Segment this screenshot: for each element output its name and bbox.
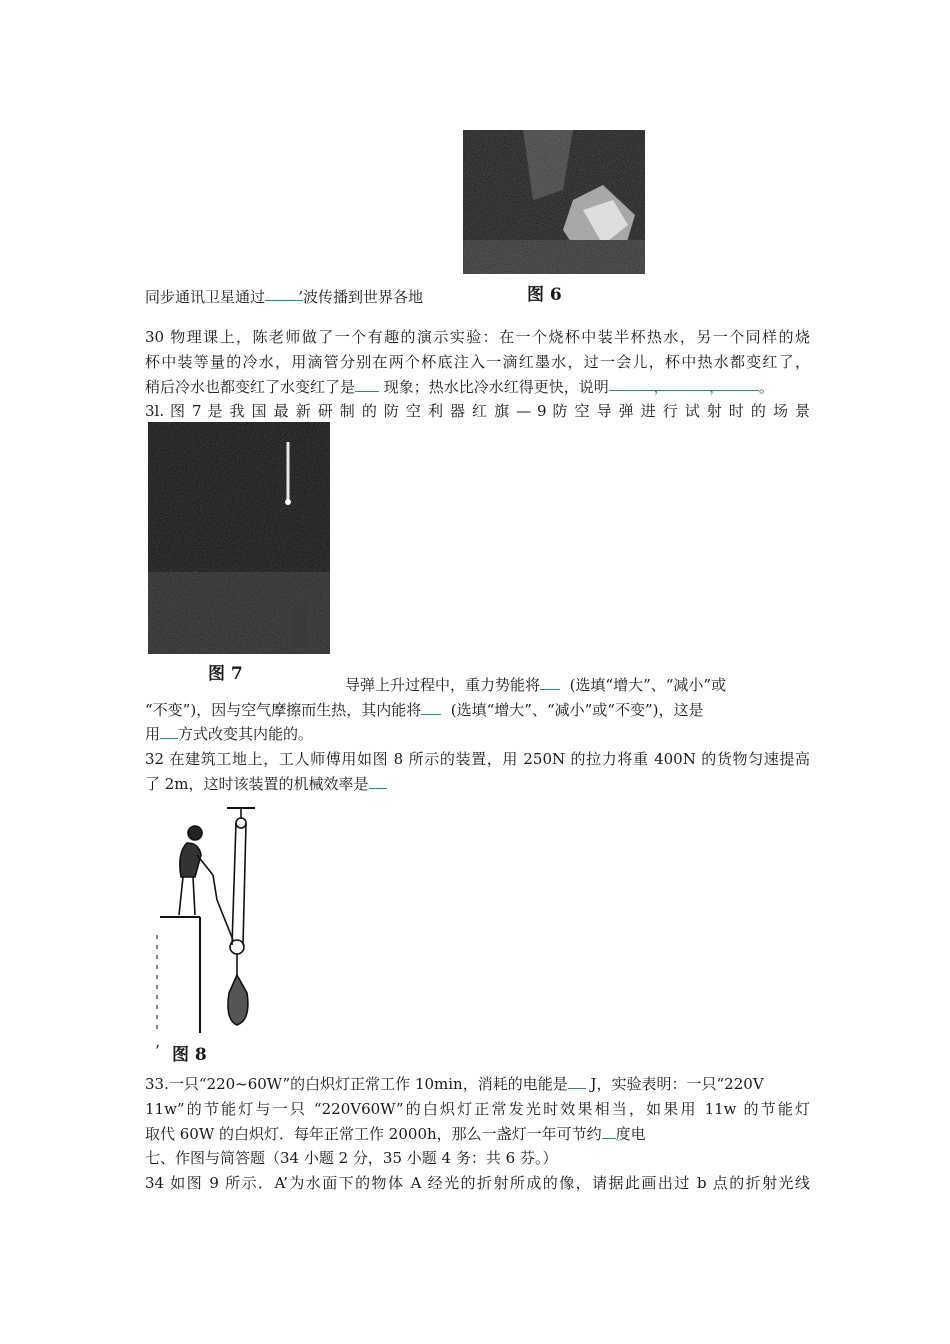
q31-blank-1[interactable] bbox=[540, 674, 560, 690]
q33-line-3: 取代 60W 的白炽灯．每年正常工作 2000h，那么一盏灯一年可节约 度电 bbox=[145, 1125, 646, 1143]
q29-line bbox=[145, 285, 810, 309]
q34-line: 34 如图 9 所示．A’为水面下的物体 A 经光的折射所成的像，请据此画出过 b 点的折射光线 bbox=[145, 1174, 810, 1192]
figure-6-photo bbox=[463, 130, 645, 274]
figure-7-caption: 图 7 bbox=[208, 664, 243, 684]
q33-blank-1[interactable] bbox=[568, 1073, 586, 1089]
figure-6-caption: 图 6 bbox=[527, 285, 562, 305]
q32-line-2: 了 2m，这时该装置的机械效率是 bbox=[145, 772, 810, 796]
q33-line-2: 11w”的节能灯与一只 “220V60W”的白炽灯正常发光时效果相当，如果用 11w 的节能灯 bbox=[145, 1100, 810, 1118]
q29-text-pre: 同步通讯卫星通过 bbox=[145, 288, 266, 306]
figure-7-photo bbox=[148, 422, 330, 654]
q31-blank-3[interactable] bbox=[160, 723, 178, 739]
q33-line-1: 33.一只“220~60W”的白炽灯正常工作 10min，消耗的电能是 J，实验表明：一只“220V bbox=[145, 1075, 764, 1093]
q31-line-3: “不变”)，因与空气摩擦而生热，其内能将 (选填“增大”、“减小”或“不变”)，这是 bbox=[145, 701, 704, 719]
q29-text-post: 波传播到世界各地 bbox=[303, 288, 424, 306]
q31-blank-2[interactable] bbox=[421, 699, 441, 715]
q32-blank[interactable] bbox=[369, 773, 387, 789]
q30-line-3: 稍后冷水也都变红了水变红了是 现象；热水比冷水红得更快，说明 ， ， 。 bbox=[145, 375, 810, 399]
q32-line-1: 32 在建筑工地上，工人师傅用如图 8 所示的装置，用 250N 的拉力将重 400N 的货物匀速提高 bbox=[145, 750, 810, 768]
q30-blank-1[interactable] bbox=[355, 376, 379, 392]
figure-8-mark: ’ bbox=[155, 1042, 160, 1060]
figure-8-pulley-diagram bbox=[155, 805, 270, 1037]
q31-line-2: 导弹上升过程中，重力势能将 (选填“增大”、“减小”或 bbox=[345, 676, 727, 694]
q33-blank-2[interactable] bbox=[602, 1123, 616, 1139]
q30-line-1: 30 物理课上，陈老师做了一个有趣的演示实验：在一个烧杯中装半杯热水，另一个同样的烧 bbox=[145, 328, 810, 346]
section-7-heading: 七、作图与简答题（34 小题 2 分，35 小题 4 务：共 6 芬。） bbox=[145, 1149, 558, 1167]
q30-line-2: 杯中装等量的冷水，用滴管分别在两个杯底注入一滴红墨水，过一会儿，杯中热水都变红了， bbox=[145, 353, 810, 371]
q31-line-1: 3l. 图 7 是 我 国 最 新 研 制 的 防 空 利 器 红 旗 — 9 防 空 导 弹 进 行 试 射 时 的 场 景 bbox=[145, 402, 810, 420]
q29-answer-blank[interactable]: ’ bbox=[265, 285, 303, 301]
q30-blank-2[interactable]: ， ， bbox=[609, 375, 759, 391]
q31-line-4: 用 方式改变其内能的。 bbox=[145, 725, 314, 743]
figure-8-caption: 图 8 bbox=[172, 1045, 207, 1065]
